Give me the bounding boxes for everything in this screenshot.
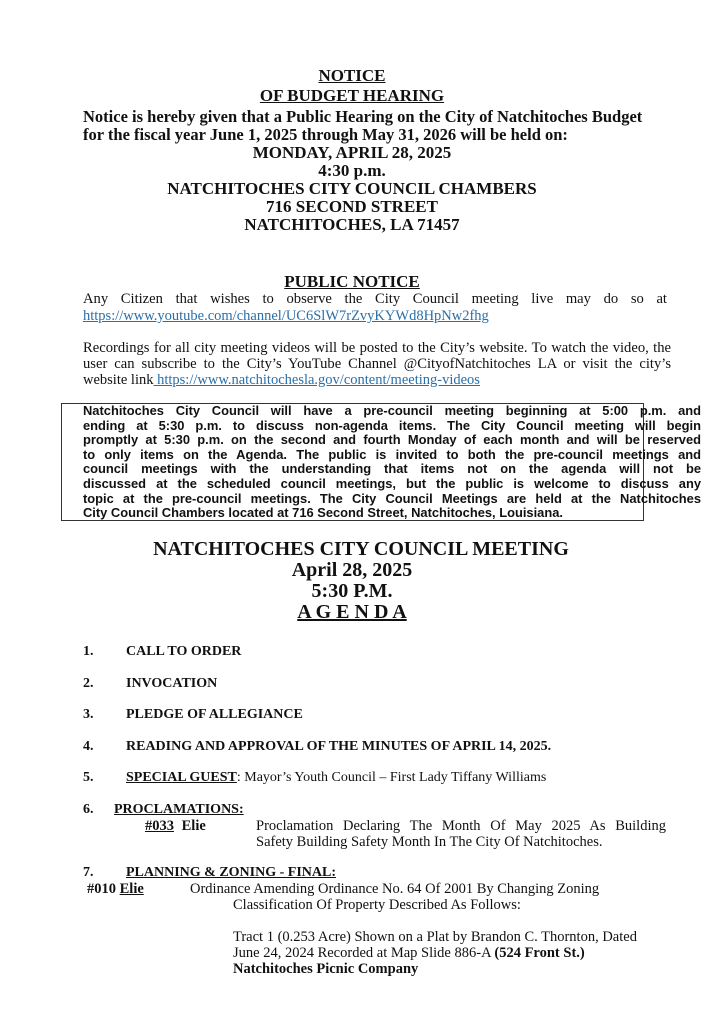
ordinance-line2: Classification Of Property Described As Follows:	[233, 897, 521, 913]
agenda-item-label: PLANNING & ZONING - FINAL:	[126, 865, 336, 880]
agenda-item-label: PROCLAMATIONS:	[114, 802, 244, 817]
agenda-item-number: 4.	[83, 739, 94, 754]
tract-line2	[233, 945, 585, 961]
agenda-item-text: CALL TO ORDER	[126, 644, 242, 659]
meeting-title: NATCHITOCHES CITY COUNCIL MEETING	[153, 538, 569, 560]
youtube-channel-link[interactable]: https://www.youtube.com/channel/UC6SlW7rZvyKYWd8HpNw2fhg	[83, 308, 489, 324]
public-notice-para2-line1: Recordings for all city meeting videos will be posted to the City’s website. To watch the video, the	[83, 340, 671, 356]
budget-notice-intro-line2: for the fiscal year June 1, 2025 through May 31, 2026 will be held on:	[83, 125, 568, 144]
pre-council-line: ending at 5:30 p.m. to discuss non-agenda items. The City Council meeting will begin	[83, 417, 701, 433]
public-notice-para1: Any Citizen that wishes to observe the City Council meeting live may do so at	[83, 291, 667, 307]
budget-notice-title: NOTICE	[318, 66, 386, 85]
public-notice-heading: PUBLIC NOTICE	[284, 272, 420, 291]
tract-owner: Natchitoches Picnic Company	[233, 961, 419, 977]
proclamation-line1: Proclamation Declaring The Month Of May 2025 As Building	[256, 818, 666, 834]
tract-address: (524 Front St.)	[494, 945, 585, 961]
agenda-item-text: : Mayor’s Youth Council – First Lady Tiffany Williams	[236, 770, 547, 785]
agenda-item-number: 5.	[83, 770, 94, 785]
agenda-item-number: 1.	[83, 644, 94, 659]
ordinance-entry	[87, 881, 144, 897]
agenda-item-text: PLEDGE OF ALLEGIANCE	[126, 707, 303, 722]
public-notice-para2-line2: user can subscribe to the City’s YouTube Channel @CityofNatchitoches LA or visit the city’s	[83, 356, 671, 372]
pre-council-line: City Council Chambers located at 716 Second Street, Natchitoches, Louisiana.	[83, 505, 563, 521]
meeting-time: 5:30 P.M.	[311, 580, 393, 602]
tract-line2-text: June 24, 2024 Recorded at Map Slide 886-A	[233, 945, 495, 961]
pre-council-line: to only items on the Agenda. The public is invited to both the pre-council meetings and	[83, 446, 701, 462]
agenda-heading: A G E N D A	[297, 601, 407, 623]
pre-council-line: topic at the pre-council meetings. The City Council Meetings are held at the Natchitoches	[83, 490, 701, 506]
budget-hearing-date: MONDAY, APRIL 28, 2025	[252, 143, 452, 162]
budget-notice-subtitle: OF BUDGET HEARING	[259, 86, 445, 105]
pre-council-line: council meetings with the understanding that items not on the agenda will not be	[83, 461, 701, 477]
agenda-item-text: INVOCATION	[126, 676, 218, 691]
proclamation-entry	[145, 818, 206, 834]
tract-line1: Tract 1 (0.253 Acre) Shown on a Plat by Brandon C. Thornton, Dated	[233, 929, 637, 945]
pre-council-notice-text	[83, 404, 701, 521]
agenda-item-number: 3.	[83, 707, 94, 722]
ordinance-sponsor: Elie	[119, 881, 144, 897]
proclamation-sponsor: Elie	[181, 818, 206, 834]
proclamation-line2: Safety Building Safety Month In The City Of Natchitoches.	[256, 834, 603, 850]
pre-council-line: promptly at 5:30 p.m. on the second and fourth Monday of each month and will be reserved	[83, 432, 701, 448]
budget-notice-intro-line1: Notice is hereby given that a Public Hearing on the City of Natchitoches Budget	[83, 107, 643, 126]
ordinance-line1: Ordinance Amending Ordinance No. 64 Of 2001 By Changing Zoning	[190, 881, 600, 897]
agenda-item-text: READING AND APPROVAL OF THE MINUTES OF APRIL 14, 2025.	[126, 739, 552, 754]
meeting-videos-link[interactable]: https://www.natchitochesla.gov/content/meeting-videos	[153, 372, 480, 388]
agenda-item-number: 7.	[83, 865, 94, 880]
agenda-item-number: 6.	[83, 802, 94, 817]
website-link-prefix: website link	[83, 372, 154, 388]
budget-hearing-city: NATCHITOCHES, LA 71457	[244, 215, 460, 234]
pre-council-line: discussed at the scheduled council meetings, but the public is welcome to discuss any	[83, 475, 701, 491]
public-notice-para2-line3	[83, 372, 480, 388]
budget-hearing-time: 4:30 p.m.	[318, 161, 386, 180]
pre-council-line: Natchitoches City Council will have a pre-council meeting beginning at 5:00 p.m. and	[83, 403, 701, 418]
budget-hearing-street: 716 SECOND STREET	[266, 197, 438, 216]
agenda-item-label: SPECIAL GUEST	[126, 770, 237, 785]
meeting-date: April 28, 2025	[291, 559, 413, 581]
agenda-item-number: 2.	[83, 676, 94, 691]
ordinance-number: #010	[87, 881, 116, 897]
proclamation-number: #033	[145, 818, 174, 834]
budget-hearing-location: NATCHITOCHES CITY COUNCIL CHAMBERS	[167, 179, 537, 198]
